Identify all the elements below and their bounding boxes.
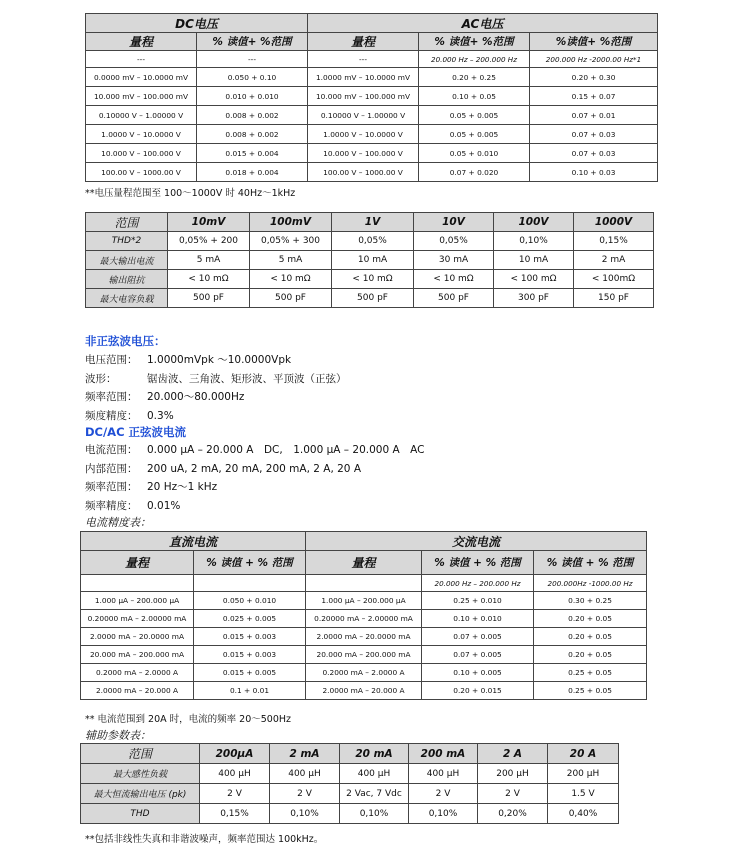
cell-ac1: 0.07 + 0.005 [422, 628, 534, 646]
spec-value: 20.000～80.000Hz [147, 391, 245, 403]
spec-label: 频率范围： [85, 391, 138, 403]
row-label: 最大恒流输出电压 (pk) [81, 784, 200, 804]
cell-dc-range: 100.00 V – 1000.00 V [86, 163, 197, 182]
table-cell: < 100 mΩ [494, 270, 574, 289]
spec-label: 电压范围： [85, 354, 138, 366]
cell-ac-range: 1.0000 V – 10.0000 V [308, 125, 419, 144]
col-ac-accuracy-2: %读值+ %范围 [530, 33, 658, 51]
cell-dc-range: 1.0000 V – 10.0000 V [86, 125, 197, 144]
cell-dc-acc: 0.015 + 0.005 [194, 664, 306, 682]
table-cell: 0,15% [200, 804, 270, 824]
cell-dc-acc: 0.018 + 0.004 [197, 163, 308, 182]
cell-ac2: 0.20 + 0.05 [534, 610, 647, 628]
cell-ac1: 0.20 + 0.015 [422, 682, 534, 700]
table-cell: 500 pF [168, 289, 250, 308]
table-cell: 0,20% [478, 804, 548, 824]
table-cell: 400 µH [200, 764, 270, 784]
table-row [81, 646, 647, 664]
sub-empty [81, 575, 194, 592]
header-cell: 100V [494, 213, 574, 232]
table-row [81, 784, 619, 804]
table-cell: < 100mΩ [574, 270, 654, 289]
voltage-note: **电压量程范围至 100～1000V 时 40Hz～1kHz [85, 188, 296, 199]
col-range: 量程 [81, 551, 194, 575]
spec-label: 波形： [85, 372, 117, 385]
header-cell: 范围 [86, 213, 168, 232]
cell-ac1: 0.05 + 0.005 [419, 106, 530, 125]
cell-ac-range: 100.00 V – 1000.00 V [308, 163, 419, 182]
table-cell: 10 mA [332, 251, 414, 270]
table-row [81, 804, 619, 824]
cell-ac1: 0.05 + 0.005 [419, 125, 530, 144]
cell-dc-range: 10.000 V – 100.000 V [86, 144, 197, 163]
spec-value: 0.01% [147, 499, 181, 512]
table-row [86, 144, 658, 163]
sub-dash: --- [86, 51, 197, 68]
col-dc-accuracy: % 读值 + % 范围 [194, 551, 306, 575]
cell-ac-range: 0.10000 V – 1.00000 V [308, 106, 419, 125]
table-cell: 500 pF [332, 289, 414, 308]
ac-current-header: 交流电流 [306, 532, 647, 551]
row-label: THD*2 [86, 232, 168, 251]
table-cell: 0,10% [340, 804, 409, 824]
cell-dc-acc: 0.008 + 0.002 [197, 125, 308, 144]
sub-band-1: 20.000 Hz – 200.000 Hz [419, 51, 530, 68]
spec-value: 0.3% [147, 409, 174, 422]
sub-dash: --- [197, 51, 308, 68]
header-cell: 2 mA [270, 744, 340, 764]
cell-dc-acc: 0.025 + 0.005 [194, 610, 306, 628]
table-row [86, 106, 658, 125]
table-row [81, 628, 647, 646]
table-cell: 0,05% + 300 [250, 232, 332, 251]
sub-band-2: 200.000 Hz -2000.00 Hz*1 [530, 51, 658, 68]
table-cell: 2 V [478, 784, 548, 804]
dc-voltage-header: DC电压 [86, 14, 308, 33]
cell-ac1: 0.10 + 0.010 [422, 610, 534, 628]
spec-line [85, 498, 180, 513]
sub-dash: --- [308, 51, 419, 68]
table-row [81, 592, 647, 610]
row-label: 输出阻抗 [86, 270, 168, 289]
table-row [81, 764, 619, 784]
cell-dc-acc: 0.015 + 0.003 [194, 646, 306, 664]
table-cell: 400 µH [340, 764, 409, 784]
sub-empty [306, 575, 422, 592]
cell-dc-acc: 0.010 + 0.010 [197, 87, 308, 106]
table-row [86, 270, 654, 289]
cell-ac2: 0.20 + 0.30 [530, 68, 658, 87]
row-label: 最大感性负载 [81, 764, 200, 784]
spec-line [85, 408, 174, 423]
cell-ac-range: 0.20000 mA – 2.00000 mA [306, 610, 422, 628]
table-cell: 2 mA [574, 251, 654, 270]
table-cell: 30 mA [414, 251, 494, 270]
spec-line [85, 479, 217, 494]
row-label: THD [81, 804, 200, 824]
cell-ac-range: 1.0000 mV – 10.0000 mV [308, 68, 419, 87]
cell-dc-range: 0.0000 mV – 10.0000 mV [86, 68, 197, 87]
sub-band-1: 20.000 Hz – 200.000 Hz [422, 575, 534, 592]
cell-dc-acc: 0.050 + 0.10 [197, 68, 308, 87]
table-cell: 10 mA [494, 251, 574, 270]
table-row [81, 682, 647, 700]
cell-ac2: 0.30 + 0.25 [534, 592, 647, 610]
cell-ac2: 0.07 + 0.01 [530, 106, 658, 125]
table-cell: 2 Vac, 7 Vdc [340, 784, 409, 804]
header-cell: 10mV [168, 213, 250, 232]
cell-dc-acc: 0.1 + 0.01 [194, 682, 306, 700]
spec-value: 1.0000mVpk ～10.0000Vpk [147, 354, 292, 366]
aux-label: 辅助参数表： [85, 729, 151, 742]
table-cell: 500 pF [250, 289, 332, 308]
col-ac-accuracy-2: % 读值 + % 范围 [534, 551, 647, 575]
table-cell: 2 V [409, 784, 478, 804]
nonsine-title: 非正弦波电压： [85, 334, 166, 348]
spec-label: 频率范围： [85, 481, 138, 493]
table-cell: 200 µH [548, 764, 619, 784]
cell-ac-range: 2.0000 mA – 20.0000 mA [306, 628, 422, 646]
table-cell: 200 µH [478, 764, 548, 784]
cell-ac2: 0.25 + 0.05 [534, 664, 647, 682]
current-accuracy-table [80, 531, 647, 700]
table-cell: 5 mA [250, 251, 332, 270]
row-label: 最大电容负载 [86, 289, 168, 308]
header-cell: 1000V [574, 213, 654, 232]
header-cell: 200µA [200, 744, 270, 764]
spec-label: 频度精度： [85, 409, 138, 422]
dc-current-header: 直流电流 [81, 532, 306, 551]
col-range: 量程 [86, 33, 197, 51]
cell-dc-range: 1.000 µA – 200.000 µA [81, 592, 194, 610]
table-row [86, 289, 654, 308]
col-range: 量程 [306, 551, 422, 575]
spec-label: 内部范围： [85, 462, 138, 475]
table-cell: 150 pF [574, 289, 654, 308]
table-cell: 400 µH [270, 764, 340, 784]
sub-empty [194, 575, 306, 592]
cell-dc-range: 0.10000 V – 1.00000 V [86, 106, 197, 125]
spec-label: 频率精度： [85, 499, 138, 512]
spec-value: 20 Hz～1 kHz [147, 481, 218, 493]
cell-dc-range: 0.20000 mA – 2.00000 mA [81, 610, 194, 628]
cell-dc-acc: 0.050 + 0.010 [194, 592, 306, 610]
cell-ac2: 0.25 + 0.05 [534, 682, 647, 700]
cell-ac1: 0.20 + 0.25 [419, 68, 530, 87]
cell-ac-range: 10.000 V – 100.000 V [308, 144, 419, 163]
cell-dc-acc: 0.015 + 0.004 [197, 144, 308, 163]
cell-dc-acc: 0.008 + 0.002 [197, 106, 308, 125]
voltage-accuracy-table [85, 13, 658, 182]
cell-ac2: 0.07 + 0.03 [530, 144, 658, 163]
cell-ac2: 0.10 + 0.03 [530, 163, 658, 182]
current-title: DC/AC 正弦波电流 [85, 425, 187, 439]
spec-line [85, 352, 291, 367]
header-cell: 2 A [478, 744, 548, 764]
table-cell: 2 V [270, 784, 340, 804]
table-header-row [81, 744, 619, 764]
table-cell: 0,05% [414, 232, 494, 251]
sub-band-2: 200.000Hz -1000.00 Hz [534, 575, 647, 592]
table-cell: 0,05% [332, 232, 414, 251]
cell-ac1: 0.10 + 0.05 [419, 87, 530, 106]
cell-ac-range: 2.0000 mA – 20.000 A [306, 682, 422, 700]
col-range: 量程 [308, 33, 419, 51]
cell-ac2: 0.15 + 0.07 [530, 87, 658, 106]
cell-ac1: 0.07 + 0.005 [422, 646, 534, 664]
header-cell: 100mV [250, 213, 332, 232]
col-ac-accuracy-1: % 读值 + % 范围 [422, 551, 534, 575]
ac-voltage-header: AC电压 [308, 14, 658, 33]
table-row [86, 251, 654, 270]
aux-table [80, 743, 619, 824]
table-row [86, 232, 654, 251]
table-cell: < 10 mΩ [332, 270, 414, 289]
table-row [81, 610, 647, 628]
table-cell: < 10 mΩ [250, 270, 332, 289]
table-cell: 0,05% + 200 [168, 232, 250, 251]
table-cell: 0,10% [409, 804, 478, 824]
header-cell: 20 A [548, 744, 619, 764]
spec-value: 200 uA, 2 mA, 20 mA, 200 mA, 2 A, 20 A [147, 462, 362, 475]
table-cell: 0,10% [494, 232, 574, 251]
col-dc-accuracy: % 读值+ %范围 [197, 33, 308, 51]
aux-note: **包括非线性失真和非谐波噪声，频率范围达 100kHz。 [85, 834, 324, 845]
cell-dc-range: 0.2000 mA – 2.0000 A [81, 664, 194, 682]
cell-ac1: 0.07 + 0.020 [419, 163, 530, 182]
table-cell: 300 pF [494, 289, 574, 308]
spec-line [85, 442, 424, 457]
table-cell: 2 V [200, 784, 270, 804]
cell-ac1: 0.05 + 0.010 [419, 144, 530, 163]
spec-line [85, 461, 361, 476]
spec-value: 0.000 µA – 20.000 A DC, 1.000 µA – 20.000 A AC [147, 444, 425, 456]
voltage-output-table [85, 212, 654, 308]
row-label: 最大输出电流 [86, 251, 168, 270]
header-cell: 20 mA [340, 744, 409, 764]
table-cell: 5 mA [168, 251, 250, 270]
current-accuracy-label: 电流精度表： [85, 516, 151, 529]
cell-ac2: 0.20 + 0.05 [534, 628, 647, 646]
cell-ac-range: 0.2000 mA – 2.0000 A [306, 664, 422, 682]
table-cell: < 10 mΩ [414, 270, 494, 289]
current-note: ** 电流范围到 20A 时，电流的频率 20～500Hz [85, 714, 292, 725]
table-header-row [86, 213, 654, 232]
table-row [86, 68, 658, 87]
cell-ac2: 0.20 + 0.05 [534, 646, 647, 664]
table-row [81, 664, 647, 682]
cell-ac1: 0.25 + 0.010 [422, 592, 534, 610]
header-cell: 10V [414, 213, 494, 232]
table-row [86, 125, 658, 144]
col-ac-accuracy-1: % 读值+ %范围 [419, 33, 530, 51]
cell-dc-acc: 0.015 + 0.003 [194, 628, 306, 646]
cell-dc-range: 10.000 mV – 100.000 mV [86, 87, 197, 106]
table-cell: 0,10% [270, 804, 340, 824]
table-cell: 0,40% [548, 804, 619, 824]
cell-ac2: 0.07 + 0.03 [530, 125, 658, 144]
spec-line [85, 389, 244, 404]
cell-dc-range: 2.0000 mA – 20.000 A [81, 682, 194, 700]
spec-line [85, 371, 347, 386]
header-cell: 1V [332, 213, 414, 232]
table-row [86, 163, 658, 182]
table-row [86, 87, 658, 106]
cell-ac1: 0.10 + 0.005 [422, 664, 534, 682]
cell-ac-range: 20.000 mA – 200.000 mA [306, 646, 422, 664]
spec-label: 电流范围： [85, 444, 138, 456]
cell-dc-range: 20.000 mA – 200.000 mA [81, 646, 194, 664]
table-cell: 1.5 V [548, 784, 619, 804]
cell-ac-range: 10.000 mV – 100.000 mV [308, 87, 419, 106]
table-cell: 400 µH [409, 764, 478, 784]
header-cell: 范围 [81, 744, 200, 764]
header-cell: 200 mA [409, 744, 478, 764]
table-cell: 0,15% [574, 232, 654, 251]
table-cell: < 10 mΩ [168, 270, 250, 289]
table-cell: 500 pF [414, 289, 494, 308]
cell-dc-range: 2.0000 mA – 20.0000 mA [81, 628, 194, 646]
cell-ac-range: 1.000 µA – 200.000 µA [306, 592, 422, 610]
spec-value: 锯齿波、三角波、矩形波、平顶波（正弦） [147, 372, 347, 385]
